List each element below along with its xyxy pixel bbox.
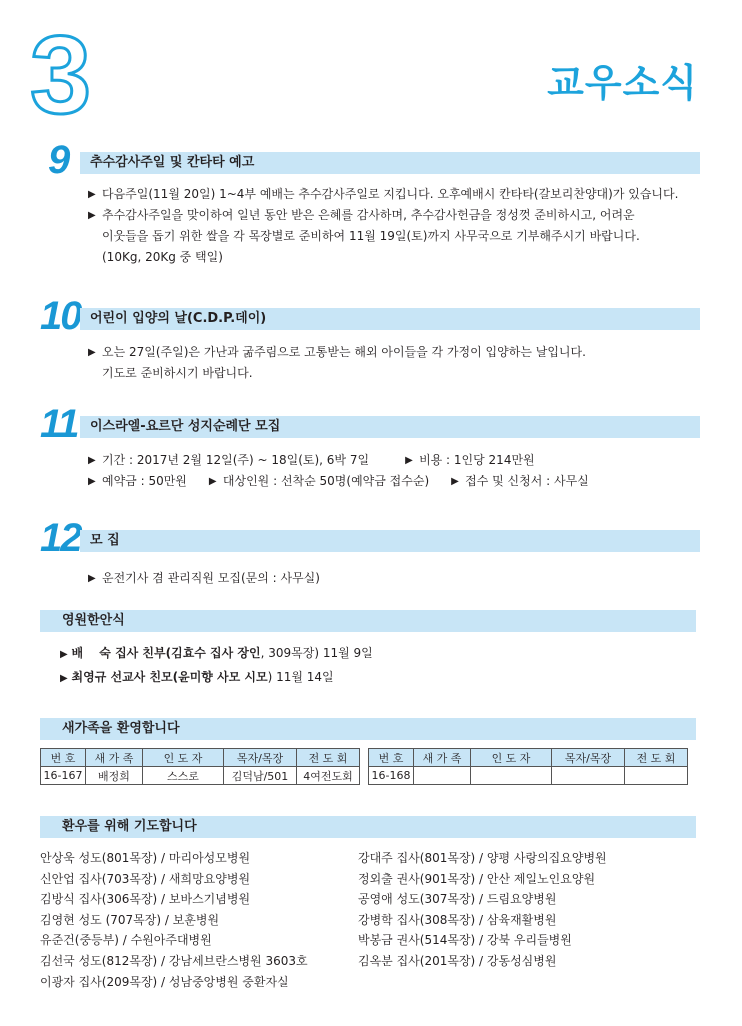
memorial-item-name: 배 숙 집사 친부(김효수 집사 장인 — [71, 646, 261, 660]
bullet-icon: ▶ — [88, 455, 96, 466]
notice-line: 추수감사주일을 맞이하여 일년 동안 받은 은혜를 감사하며, 추수감사헌금을 정성껏 준비하시고, 어려운 — [102, 208, 635, 222]
bullet-icon: ▶ — [60, 673, 68, 684]
bullet-icon: ▶ — [88, 347, 96, 358]
list-item: 박봉금 권사(514목장) / 강북 우리들병원 — [358, 933, 572, 948]
list-item: 강병학 집사(308목장) / 삼육재활병원 — [358, 912, 557, 927]
table-cell — [414, 767, 471, 785]
newfamily-table-right — [368, 748, 688, 785]
table-row — [41, 767, 360, 785]
bullet-icon: ▶ — [88, 189, 96, 200]
column-header: 목자/목장 — [224, 749, 297, 767]
section-title: 모 집 — [80, 530, 700, 552]
column-header: 목자/목장 — [552, 749, 625, 767]
prayer-list-right — [358, 848, 607, 972]
section-10 — [40, 294, 700, 384]
trip-deposit: 예약금 : 50만원 — [102, 474, 187, 488]
page-number-graphic — [22, 18, 122, 128]
list-item: 이광자 집사(209목장) / 성남중앙병원 중환자실 — [40, 974, 289, 989]
table-cell — [471, 767, 552, 785]
trip-period: 기간 : 2017년 2월 12일(주) ~ 18일(토), 6박 7일 — [102, 453, 370, 467]
prayer-list-left — [40, 848, 308, 992]
table-cell: 김덕남/501 — [224, 767, 297, 785]
memorial-list — [60, 642, 373, 690]
notice-line: 다음주일(11월 20일) 1~4부 예배는 추수감사주일로 지킵니다. 오후예배시 칸타타(갈보리찬양대)가 있습니다. — [102, 187, 679, 201]
section-number: 10 — [40, 294, 81, 338]
table-cell — [552, 767, 625, 785]
section-12 — [40, 516, 700, 589]
notice-line: 오는 27일(주일)은 가난과 굶주림으로 고통받는 해외 아이들을 각 가정이 입양하는 날입니다. — [102, 345, 586, 359]
bullet-icon: ▶ — [405, 455, 413, 466]
list-item: 유준건(중등부) / 수원아주대병원 — [40, 933, 212, 948]
list-item: 신안업 집사(703목장) / 새희망요양병원 — [40, 871, 251, 886]
trip-application: 접수 및 신청서 : 사무실 — [465, 474, 589, 488]
section-number: 11 — [40, 402, 78, 446]
column-header: 전 도 회 — [297, 749, 360, 767]
section-title: 이스라엘-요르단 성지순례단 모집 — [80, 416, 700, 438]
table-cell: 16-168 — [369, 767, 414, 785]
table-cell — [625, 767, 688, 785]
table-header-row — [369, 749, 688, 767]
table-row — [369, 767, 688, 785]
section-11 — [40, 402, 700, 492]
notice-line: 운전기사 겸 관리직원 모집(문의 : 사무실) — [102, 571, 320, 585]
table-cell: 배정희 — [86, 767, 143, 785]
bullet-icon: ▶ — [451, 476, 459, 487]
notice-line: (10Kg, 20Kg 중 택일) — [102, 250, 223, 264]
bullet-icon: ▶ — [88, 476, 96, 487]
section-title: 어린이 입양의 날(C.D.P.데이) — [80, 308, 700, 330]
list-item: 김선국 성도(812목장) / 강남세브란스병원 3603호 — [40, 953, 308, 968]
memorial-item — [60, 642, 373, 666]
column-header: 전 도 회 — [625, 749, 688, 767]
bullet-icon: ▶ — [88, 210, 96, 221]
table-header-row — [41, 749, 360, 767]
newfamily-table-left — [40, 748, 360, 785]
list-item: 김방식 집사(306목장) / 보바스기념병원 — [40, 892, 251, 907]
memorial-item — [60, 666, 373, 690]
list-item: 김영현 성도 (707목장) / 보훈병원 — [40, 912, 220, 927]
column-header: 번 호 — [41, 749, 86, 767]
page-title: 교우소식 — [547, 61, 698, 105]
bullet-icon: ▶ — [208, 476, 217, 487]
section-title: 추수감사주일 및 칸타타 예고 — [80, 152, 700, 174]
trip-cost: 비용 : 1인당 214만원 — [419, 453, 535, 467]
section-number: 9 — [48, 138, 69, 182]
column-header: 새 가 족 — [414, 749, 471, 767]
list-item: 공영애 성도(307목장) / 드림요양병원 — [358, 892, 557, 907]
memorial-title: 영원한안식 — [40, 610, 696, 632]
list-item: 정외출 권사(901목장) / 안산 제일노인요양원 — [358, 871, 596, 886]
bullet-icon: ▶ — [88, 573, 96, 584]
memorial-item-detail: , 309목장) 11월 9일 — [260, 646, 373, 660]
prayer-title: 환우를 위해 기도합니다 — [40, 816, 696, 838]
table-cell: 16-167 — [41, 767, 86, 785]
column-header: 번 호 — [369, 749, 414, 767]
trip-capacity: 대상인원 : 선착순 50명(예약금 접수순) — [222, 474, 430, 488]
list-item: 김옥분 집사(201목장) / 강동성심병원 — [358, 953, 557, 968]
section-number: 12 — [40, 516, 81, 560]
newfamily-title: 새가족을 환영합니다 — [40, 718, 696, 740]
table-cell: 4여전도회 — [297, 767, 360, 785]
table-cell: 스스로 — [143, 767, 224, 785]
column-header: 인 도 자 — [143, 749, 224, 767]
bullet-icon: ▶ — [60, 649, 68, 660]
column-header: 새 가 족 — [86, 749, 143, 767]
notice-line: 이웃들을 돕기 위한 쌀을 각 목장별로 준비하여 11월 19일(토)까지 사무국으로 기부해주시기 바랍니다. — [102, 229, 640, 243]
section-9 — [40, 138, 700, 268]
memorial-item-detail: ) 11월 14일 — [267, 670, 334, 684]
list-item: 강대주 집사(801목장) / 양평 사랑의집요양병원 — [358, 851, 607, 865]
notice-line: 기도로 준비하시기 바랍니다. — [102, 366, 253, 380]
column-header: 인 도 자 — [471, 749, 552, 767]
svg-text:3: 3 — [30, 18, 92, 128]
list-item: 안상욱 성도(801목장) / 마리아성모병원 — [40, 851, 251, 865]
memorial-item-name: 최영규 선교사 친모(윤미향 사모 시모 — [71, 670, 268, 684]
